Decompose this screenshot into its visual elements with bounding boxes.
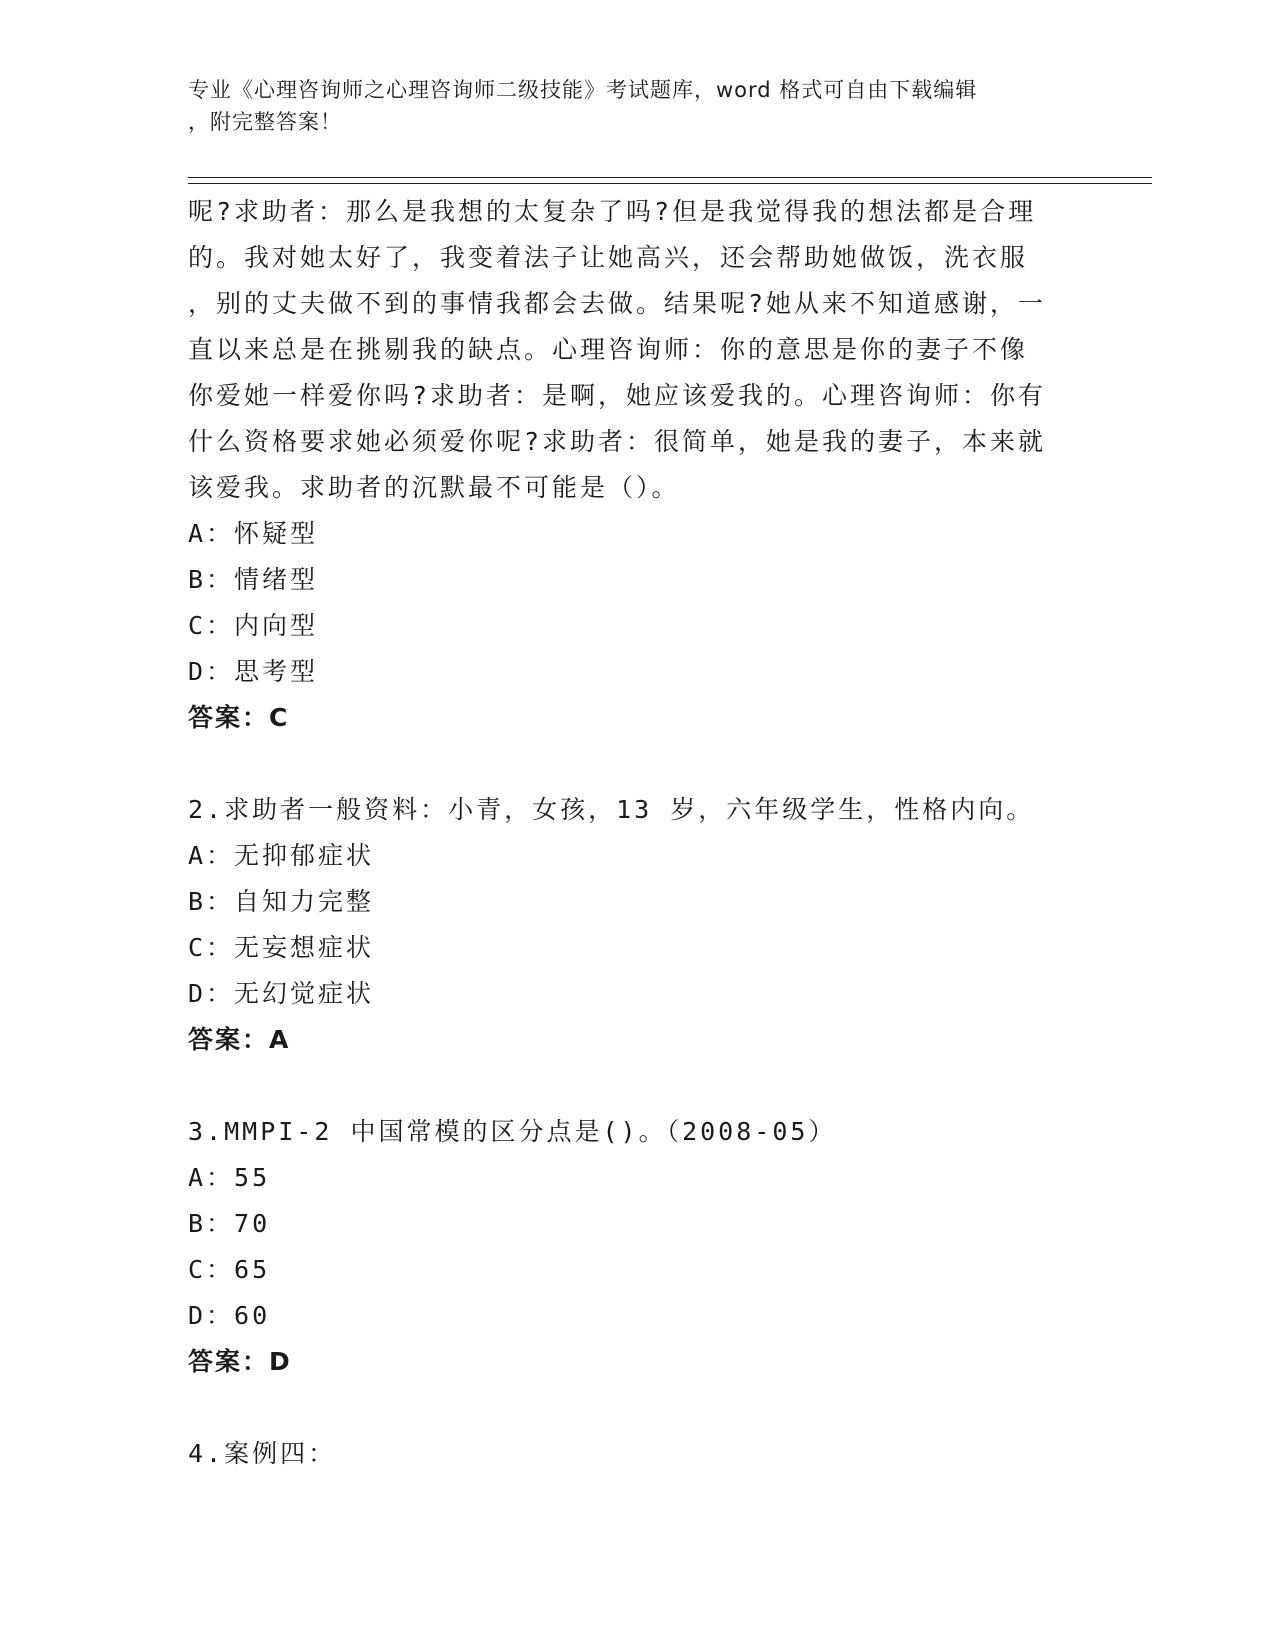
option-c: C：无妄想症状	[188, 933, 375, 962]
option-c: C：65	[188, 1255, 271, 1284]
question-2	[188, 787, 1088, 1063]
stem-line: 的。我对她太好了，我变着法子让她高兴，还会帮助她做饭，洗衣服	[188, 243, 1029, 272]
header-line-1: 专业《心理咨询师之心理咨询师二级技能》考试题库，word 格式可自由下载编辑	[188, 78, 978, 102]
question-4-title: 4.案例四：	[188, 1439, 337, 1468]
option-d: D：无幻觉症状	[188, 979, 375, 1008]
stem-line: 什么资格要求她必须爱你呢?求助者：很简单，她是我的妻子，本来就	[188, 427, 1047, 456]
option-a: A：怀疑型	[188, 519, 319, 548]
option-b: B：情绪型	[188, 565, 319, 594]
option-b: B：70	[188, 1209, 271, 1238]
stem-line: 你爱她一样爱你吗?求助者：是啊，她应该爱我的。心理咨询师：你有	[188, 381, 1047, 410]
option-d: D：60	[188, 1301, 271, 1330]
question-3-title: 3.MMPI-2 中国常模的区分点是()。（2008-05）	[188, 1117, 837, 1146]
option-b: B：自知力完整	[188, 887, 375, 916]
question-3	[188, 1109, 1088, 1385]
header-rule-bottom	[188, 183, 1152, 184]
answer: 答案：A	[188, 1025, 291, 1054]
page-header	[188, 74, 1068, 138]
document-content	[188, 189, 1088, 1477]
header-rule-top	[188, 177, 1152, 178]
answer: 答案：C	[188, 703, 290, 732]
stem-line: 直以来总是在挑剔我的缺点。心理咨询师：你的意思是你的妻子不像	[188, 335, 1029, 364]
question-4	[188, 1431, 1088, 1477]
option-d: D：思考型	[188, 657, 319, 686]
answer: 答案：D	[188, 1347, 292, 1376]
option-a: A：无抑郁症状	[188, 841, 375, 870]
stem-line: 呢?求助者：那么是我想的太复杂了吗?但是我觉得我的想法都是合理	[188, 197, 1037, 226]
stem-line: 该爱我。求助者的沉默最不可能是（）。	[188, 473, 680, 502]
option-c: C：内向型	[188, 611, 319, 640]
question-1	[188, 189, 1088, 741]
option-a: A：55	[188, 1163, 271, 1192]
stem-line: ，别的丈夫做不到的事情我都会去做。结果呢?她从来不知道感谢，一	[188, 289, 1047, 318]
question-1-stem	[188, 189, 1088, 511]
question-2-title: 2.求助者一般资料：小青，女孩，13 岁，六年级学生，性格内向。	[188, 795, 1035, 824]
header-line-2: ，附完整答案！	[188, 110, 342, 134]
